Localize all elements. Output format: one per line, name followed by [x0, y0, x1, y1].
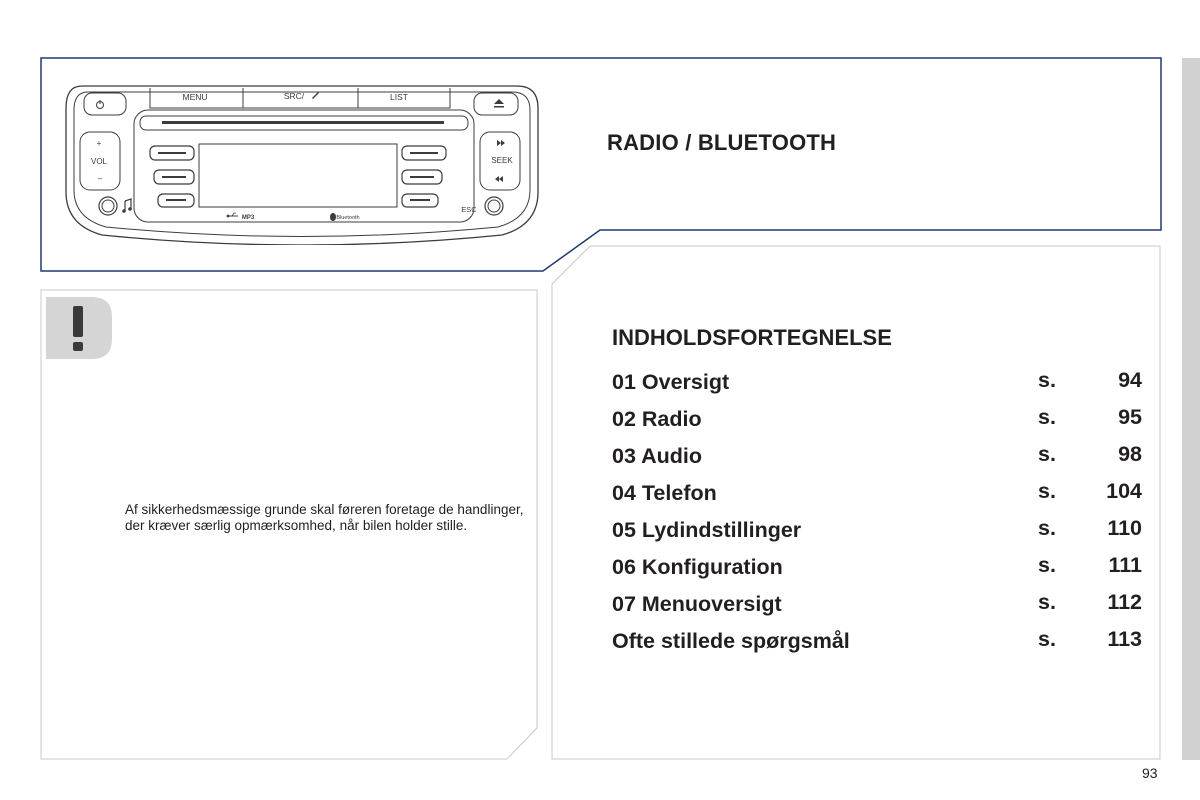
seek-label: SEEK [491, 156, 513, 165]
toc-heading: INDHOLDSFORTEGNELSE [612, 325, 892, 350]
toc-item-radio[interactable] [612, 405, 1152, 442]
page-number: 93 [1142, 765, 1158, 781]
toc-item-label: 02 Radio [612, 407, 702, 431]
warning-text: Af sikkerhedsmæssige grunde skal føreren foretage de handlinger, der kræver særlig opmærksomhed, når bilen holder stille. [125, 502, 524, 533]
menu-button[interactable]: MENU [182, 92, 208, 102]
toc-item-s: s. [1038, 368, 1056, 392]
toc-item-s: s. [1038, 405, 1056, 429]
toc-item-oversigt[interactable] [612, 368, 1152, 405]
vol-minus-label: – [97, 174, 103, 183]
vol-plus-label: + [96, 139, 102, 148]
toc-item-s: s. [1038, 553, 1056, 577]
toc-item-menuoversigt[interactable] [612, 590, 1152, 627]
toc-item-page: 98 [1118, 442, 1142, 466]
src-button[interactable]: SRC/ [283, 91, 305, 101]
toc-item-s: s. [1038, 442, 1056, 466]
toc-item-page: 110 [1107, 516, 1142, 540]
toc-item-s: s. [1038, 479, 1056, 503]
mp3-label: MP3 [241, 215, 255, 221]
cd-slot [162, 121, 444, 124]
vol-label: VOL [90, 157, 108, 166]
toc-item-page: 104 [1106, 479, 1142, 503]
radio-unit-illustration [62, 80, 542, 245]
toc-list [612, 368, 1152, 664]
toc-item-label: 03 Audio [612, 444, 702, 468]
toc-item-label: 04 Telefon [612, 481, 717, 505]
toc-item-telefon[interactable] [612, 479, 1152, 516]
toc-item-page: 112 [1107, 590, 1142, 614]
toc-item-page: 95 [1118, 405, 1142, 429]
list-button[interactable]: LIST [390, 92, 408, 102]
toc-item-lydindstillinger[interactable] [612, 516, 1152, 553]
toc-item-label: 07 Menuoversigt [612, 592, 782, 616]
toc-item-label: 05 Lydindstillinger [612, 518, 802, 542]
display-screen [199, 144, 397, 207]
toc-item-audio[interactable] [612, 442, 1152, 479]
bluetooth-icon [330, 213, 336, 221]
toc-item-page: 94 [1118, 368, 1142, 392]
esc-label: ESC [461, 205, 477, 214]
toc-item-label: Ofte stillede spørgsmål [612, 629, 850, 653]
toc-item-label: 06 Konfiguration [612, 555, 783, 579]
toc-item-konfiguration[interactable] [612, 553, 1152, 590]
toc-item-page: 111 [1108, 553, 1142, 577]
toc-item-s: s. [1038, 627, 1056, 651]
toc-item-label: 01 Oversigt [612, 370, 730, 394]
page-title: RADIO / BLUETOOTH [607, 130, 837, 155]
exclamation-icon [46, 297, 112, 359]
toc-item-s: s. [1038, 590, 1056, 614]
side-strip [1182, 58, 1200, 760]
toc-item-page: 113 [1107, 627, 1142, 651]
toc-item-faq[interactable] [612, 627, 1152, 664]
toc-item-s: s. [1038, 516, 1056, 540]
bluetooth-label: Bluetooth [336, 215, 360, 221]
